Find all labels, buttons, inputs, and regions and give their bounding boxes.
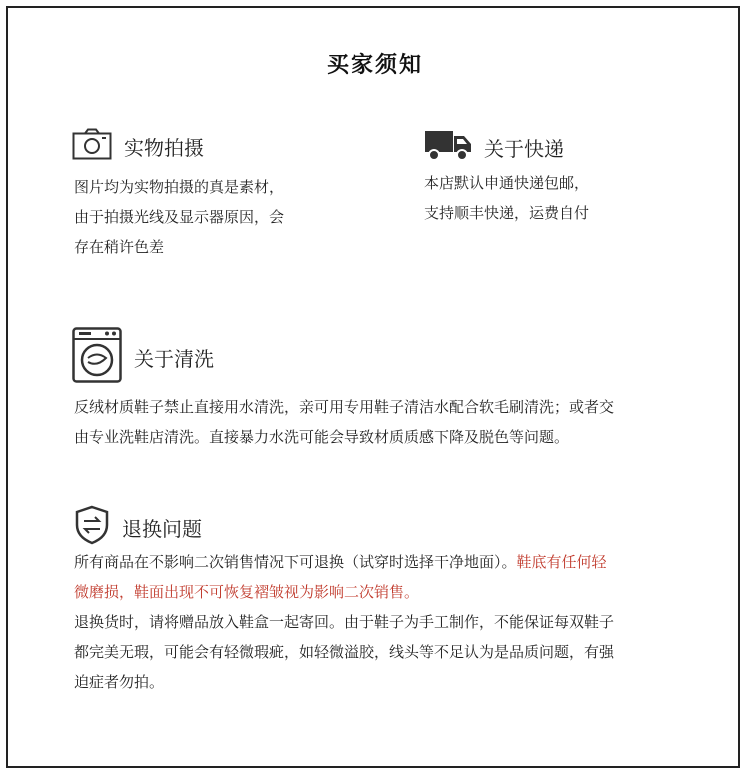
page-title: 买家须知	[326, 53, 423, 78]
body-line: 迫症者勿拍。	[74, 673, 165, 691]
section-photo-title: 实物拍摄	[124, 135, 204, 160]
body-line: 本店默认申通快递包邮，	[424, 174, 590, 192]
body-line: 退换货时，请将赠品放入鞋盒一起寄回。由于鞋子为手工制作，不能保证每双鞋子	[74, 613, 615, 631]
section-returns-title: 退换问题	[122, 516, 202, 541]
body-line: 反绒材质鞋子禁止直接用水清洗，亲可用专用鞋子清洁水配合软毛刷清洗；或者交	[74, 398, 615, 416]
section-shipping-body	[424, 168, 589, 228]
body-line: 存在稍许色差	[74, 238, 165, 256]
delivery-truck-icon	[424, 128, 472, 166]
section-returns-body	[74, 547, 614, 697]
camera-icon	[72, 128, 112, 164]
section-shipping-title: 关于快递	[484, 136, 564, 161]
washing-machine-icon	[72, 327, 122, 387]
section-washing-header	[72, 327, 214, 387]
warning-text: 微磨损，鞋面出现不可恢复褶皱视为影响二次销售。	[74, 583, 420, 601]
body-line	[74, 547, 614, 577]
section-photo-body	[74, 172, 284, 262]
body-line: 由专业洗鞋店清洗。直接暴力水洗可能会导致材质质感下降及脱色等问题。	[74, 428, 570, 446]
section-photo-header	[72, 128, 204, 164]
section-returns-header	[74, 505, 202, 549]
body-line: 支持顺丰快递，运费自付	[424, 204, 590, 222]
warning-text: 鞋底有任何轻	[516, 553, 607, 571]
body-line: 由于拍摄光线及显示器原因，会	[74, 208, 285, 226]
section-shipping-header	[424, 128, 564, 166]
shield-exchange-icon	[74, 505, 110, 549]
body-line: 图片均为实物拍摄的真是素材，	[74, 178, 285, 196]
body-line-normal: 所有商品在不影响二次销售情况下可退换（试穿时选择干净地面）。	[74, 553, 517, 571]
body-line: 都完美无瑕，可能会有轻微瑕疵，如轻微溢胶，线头等不足认为是品质问题，有强	[74, 643, 615, 661]
section-washing-title: 关于清洗	[134, 346, 214, 371]
section-washing-body	[74, 392, 614, 452]
